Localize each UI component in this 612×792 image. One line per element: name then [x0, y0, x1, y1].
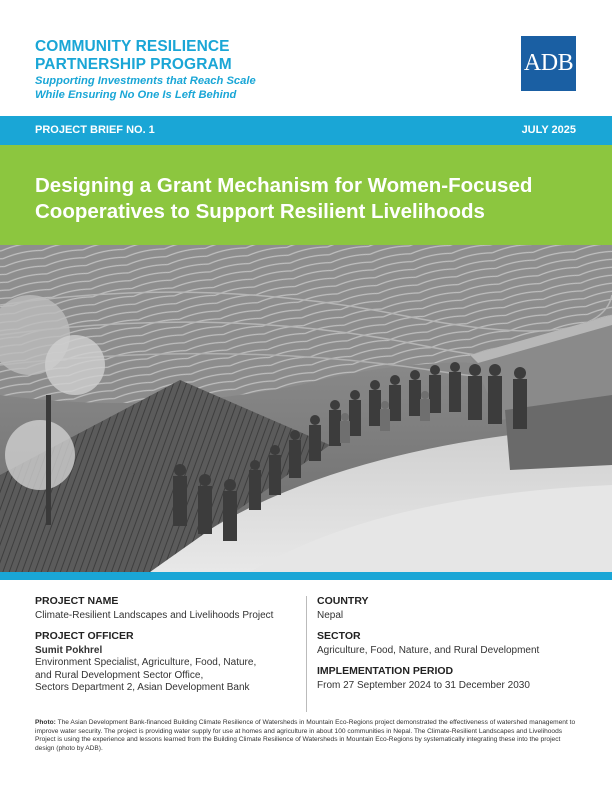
program-title-line2: PARTNERSHIP PROGRAM: [35, 56, 232, 73]
photo-caption-text: The Asian Development Bank-financed Building Climate Resilience of Watersheds in Mountain Eco-Regions project demonstrated the effectiveness of watershed management to improve water security. The project is providing water supply for use at homes and agriculture in about 100 communities in Nepal. The Climate-Resilient Landscapes and Livelihoods Project is using the experience and lessons learned from the Building Climate Resilience of Watersheds in Mountain Eco-Regions by systematically integrating these into the project design (photo by ADB).: [35, 719, 576, 753]
project-officer-title-line3: Sectors Department 2, Asian Development Bank: [35, 682, 250, 693]
project-name-label: PROJECT NAME: [35, 595, 119, 607]
program-title: [35, 38, 232, 74]
implementation-period-block: [317, 665, 582, 692]
tagline-line1: Supporting Investments that Reach Scale: [35, 75, 256, 87]
project-name-value: Climate-Resilient Landscapes and Livelihoods Project: [35, 609, 274, 621]
project-officer-block: [35, 630, 297, 695]
country-block: [317, 595, 582, 622]
blue-rule: [0, 572, 612, 580]
brief-bar: [0, 116, 612, 145]
program-title-line1: COMMUNITY RESILIENCE: [35, 38, 230, 55]
project-officer-title-line1: Environment Specialist, Agriculture, Food, Nature,: [35, 657, 257, 668]
photo-caption-label: Photo:: [35, 719, 56, 726]
brief-title-line2: Cooperatives to Support Resilient Livelihoods: [35, 200, 485, 223]
cover-photo: [0, 245, 612, 572]
sector-block: [317, 630, 582, 657]
cover-photo-illustration: [0, 245, 612, 572]
brief-title-line1: Designing a Grant Mechanism for Women-Focused: [35, 174, 533, 197]
header: [0, 0, 612, 116]
country-label: COUNTRY: [317, 595, 369, 607]
implementation-period-label: IMPLEMENTATION PERIOD: [317, 665, 454, 677]
photo-caption: [35, 719, 580, 754]
brief-number: PROJECT BRIEF NO. 1: [35, 124, 155, 136]
tagline-line2: While Ensuring No One Is Left Behind: [35, 89, 237, 101]
project-officer-title-line2: and Rural Development Sector Office,: [35, 669, 204, 681]
project-officer-label: PROJECT OFFICER: [35, 630, 134, 642]
column-divider: [306, 596, 307, 712]
brief-title: [35, 173, 595, 225]
implementation-period-value: From 27 September 2024 to 31 December 2030: [317, 679, 530, 691]
adb-logo: ADB: [521, 36, 576, 91]
project-name-block: [35, 595, 297, 622]
brief-date: JULY 2025: [521, 124, 576, 136]
project-officer-name: Sumit Pokhrel: [35, 644, 103, 656]
title-band: [0, 145, 612, 245]
sector-value: Agriculture, Food, Nature, and Rural Development: [317, 644, 540, 656]
country-value: Nepal: [317, 609, 344, 621]
project-info-left: [35, 595, 297, 703]
program-tagline: [35, 74, 256, 102]
project-info-right: [317, 595, 582, 700]
sector-label: SECTOR: [317, 630, 361, 642]
